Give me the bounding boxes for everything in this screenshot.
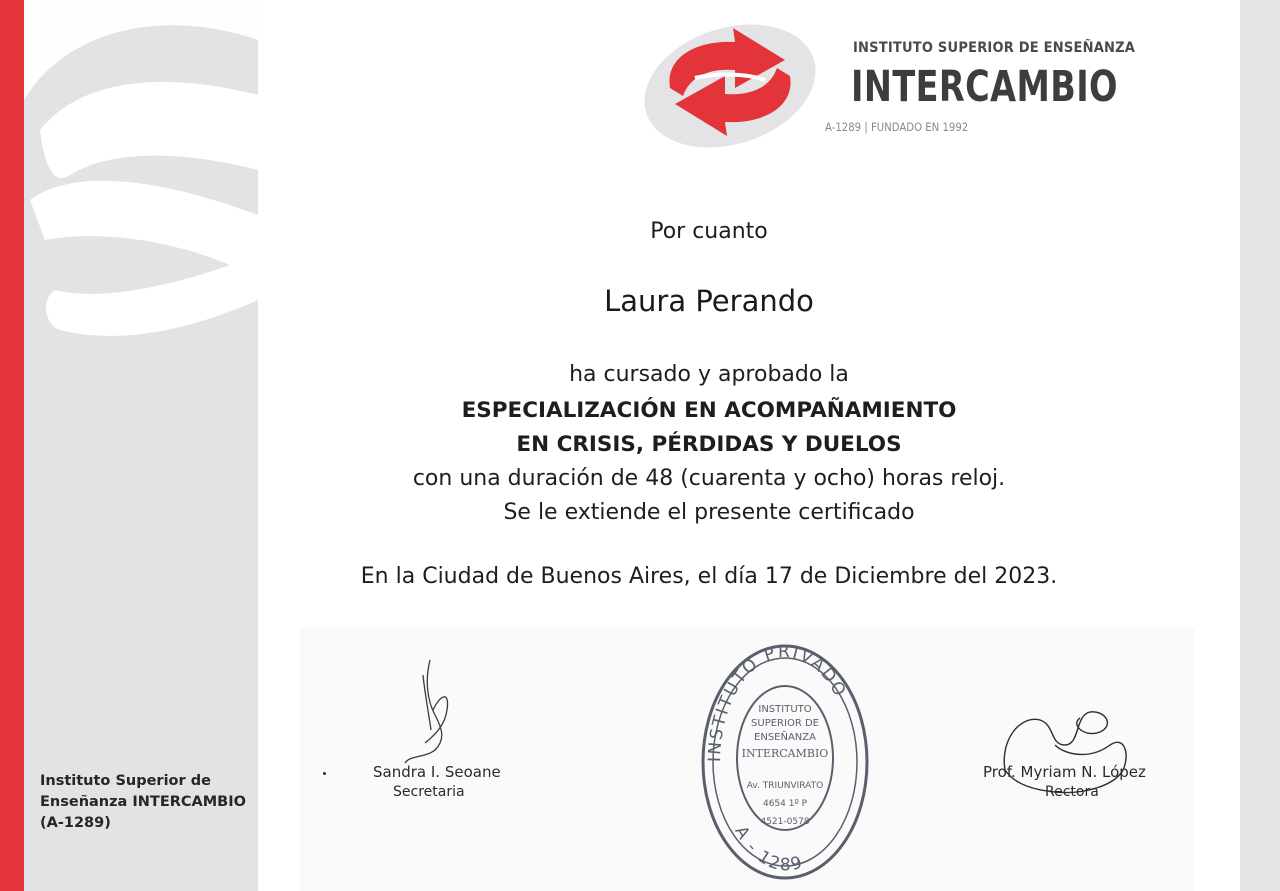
- left-decorative-panel: [0, 0, 258, 891]
- logo-swoosh-decoration: [0, 0, 258, 420]
- course-title-line-1: ESPECIALIZACIÓN EN ACOMPAÑAMIENTO: [461, 398, 957, 423]
- place-and-date: En la Ciudad de Buenos Aires, el día 17 de Diciembre del 2023.: [360, 564, 1058, 589]
- stamp-line-4: INTERCAMBIO: [741, 747, 829, 760]
- institution-logo: [635, 18, 1155, 148]
- footer-line-3: (A-1289): [40, 815, 111, 831]
- footer-institution-text: [40, 771, 255, 834]
- logo-subtitle: INSTITUTO SUPERIOR DE ENSEÑANZA: [853, 40, 1136, 56]
- logo-arrows-icon: [635, 18, 825, 148]
- stamp-line-3: ENSEÑANZA: [754, 732, 816, 743]
- rector-role: Rectora: [1045, 784, 1099, 800]
- institution-stamp: [695, 640, 875, 885]
- stamp-ring-bottom: A - 1289: [730, 822, 807, 876]
- secretary-name: Sandra I. Seoane: [373, 763, 501, 781]
- footer-line-1: Instituto Superior de: [40, 773, 211, 789]
- stamp-line-7: 4521-0578: [760, 817, 810, 827]
- secretary-role: Secretaria: [393, 784, 465, 800]
- course-title-line-2: EN CRISIS, PÉRDIDAS Y DUELOS: [516, 432, 902, 457]
- stamp-line-2: SUPERIOR DE: [751, 718, 819, 729]
- rector-name: Prof. Myriam N. López: [983, 763, 1146, 781]
- footer-line-2: Enseñanza INTERCAMBIO: [40, 794, 246, 810]
- certificate-statement: ha cursado y aprobado la: [569, 362, 849, 387]
- stamp-line-5: Av. TRIUNVIRATO: [746, 781, 824, 791]
- recipient-name: Laura Perando: [604, 284, 814, 318]
- secretary-signature-scribble: [395, 655, 465, 765]
- logo-tagline: A-1289 | FUNDADO EN 1992: [825, 120, 969, 134]
- stamp-line-6: 4654 1º P: [762, 799, 808, 809]
- stamp-line-1: INSTITUTO: [758, 704, 812, 715]
- issue-statement: Se le extiende el presente certificado: [503, 500, 915, 525]
- right-decorative-strip: [1240, 0, 1280, 891]
- course-title: [300, 394, 1118, 462]
- logo-wordmark: INTERCAMBIO: [851, 62, 1118, 112]
- certificate-details: [300, 462, 1118, 530]
- stray-mark: [323, 772, 326, 775]
- red-accent-stripe: [0, 0, 24, 891]
- svg-text:INSTITUTO PRIVADO: [705, 642, 850, 762]
- svg-text:A - 1289: [730, 823, 806, 876]
- certificate-intro: Por cuanto: [650, 219, 768, 244]
- course-duration: con una duración de 48 (cuarenta y ocho) horas reloj.: [412, 466, 1006, 491]
- stamp-ring-top: INSTITUTO PRIVADO: [704, 641, 851, 763]
